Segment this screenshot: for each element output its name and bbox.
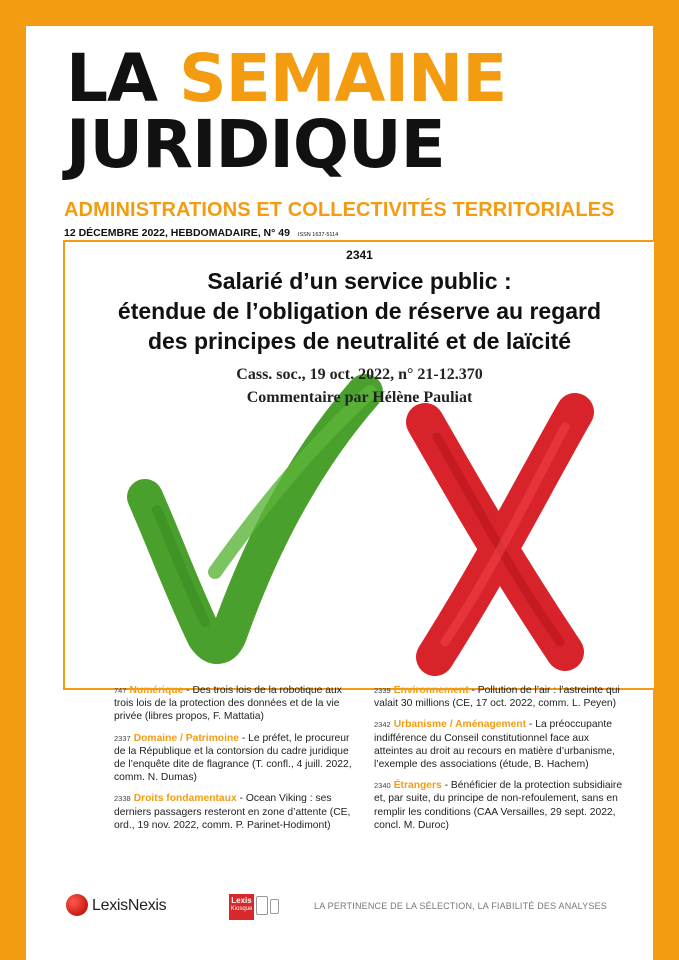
toc-number: 2337	[114, 733, 131, 743]
article-title	[85, 266, 634, 356]
section-title: ADMINISTRATIONS ET COLLECTIVITÉS TERRITORIALES	[64, 199, 615, 221]
article-number: 2341	[346, 248, 373, 262]
kiosque-label-2: Kiosque	[230, 906, 253, 912]
article-title-line-3: des principes de neutralité et de laïcité	[147, 328, 572, 354]
toc-left-column	[114, 684, 354, 840]
toc-text: - Bénéficier de la protection subsidiaire et, par suite, du principe de non-refoulement, sans en remplir les conditions (CAA Versailles, 29 sept. 2022, concl. M. Duroc)	[374, 780, 623, 831]
article-source: Cass. soc., 19 oct. 2022, n° 21-12.370	[236, 366, 483, 383]
toc-item[interactable]	[374, 779, 624, 832]
toc-right-column	[374, 684, 624, 840]
tablet-icon	[256, 896, 268, 915]
article-author: Commentaire par Hélène Pauliat	[246, 389, 473, 406]
phone-icon	[270, 899, 279, 914]
toc-number: 747	[114, 686, 127, 695]
toc-category: Numérique	[129, 685, 184, 696]
red-cross-mark	[425, 412, 575, 657]
issue-line	[64, 227, 338, 239]
toc-category: Étrangers	[393, 780, 442, 792]
lexisnexis-logo-text[interactable]: LexisNexis	[92, 897, 167, 914]
toc-item[interactable]	[114, 684, 354, 724]
issue-date: 12 DÉCEMBRE 2022, HEBDOMADAIRE, N° 49	[64, 227, 290, 239]
footer	[26, 886, 653, 926]
toc-number: 2338	[114, 794, 131, 804]
toc-text: - La préoccupante indifférence du Conseil constitutionnel face aux atteintes au droit au recours en matière d’urbanisme, l’exemple des associations (étude, B. Hachem)	[374, 719, 615, 771]
toc-category: Urbanisme / Aménagement	[393, 719, 527, 731]
issn: ISSN 1637-5114	[297, 232, 339, 238]
masthead	[66, 40, 507, 183]
green-check-mark	[145, 392, 370, 646]
toc-item[interactable]	[114, 732, 354, 785]
feature-article[interactable]	[63, 240, 654, 690]
toc-text: - Des trois lois de la robotique aux trois lois de la protection des données et de la vie privée (libres propos, F. Mattatia)	[114, 685, 342, 723]
toc-text: - Ocean Viking : ses derniers passagers resteront en zone d’attente (CE, ord., 19 nov. 2022, comm. P. Parinet-Hodimont)	[114, 793, 351, 831]
article-title-line-2: étendue de l’obligation de réserve au regard	[117, 298, 602, 324]
lexis-kiosque-badge[interactable]	[229, 894, 254, 920]
kiosque-label-1: Lexis	[231, 896, 252, 905]
toc-category: Droits fondamentaux	[133, 793, 237, 805]
toc-text: - Pollution de l’air : l’astreinte qui valait 30 millions (CE, 17 oct. 2022, comm. L. Peyen)	[374, 685, 620, 710]
masthead-line-1	[66, 40, 507, 117]
masthead-semaine: SEMAINE	[179, 40, 507, 117]
article-title-line-1: Salarié d’un service public :	[207, 268, 512, 294]
tagline: LA PERTINENCE DE LA SÉLECTION, LA FIABILITÉ DES ANALYSES	[314, 901, 607, 911]
cover-page	[26, 26, 653, 960]
toc-number: 2342	[374, 720, 391, 730]
toc-category: Environnement	[393, 685, 469, 696]
lexisnexis-logo-icon	[66, 894, 88, 916]
toc-item[interactable]	[114, 792, 354, 832]
toc-item[interactable]	[374, 718, 624, 771]
toc-text: - Le préfet, le procureur de la République et la contorsion du cadre juridique de l’enquête dite de flagrance (T. confl., 4 juill. 2022, comm. N. Dumas)	[114, 732, 352, 784]
toc-category: Domaine / Patrimoine	[133, 732, 239, 744]
toc-item[interactable]	[374, 684, 624, 710]
toc-number: 2339	[374, 686, 391, 695]
toc-number: 2340	[374, 781, 391, 791]
masthead-juridique: JURIDIQUE	[66, 106, 445, 183]
masthead-la: LA	[66, 40, 180, 117]
